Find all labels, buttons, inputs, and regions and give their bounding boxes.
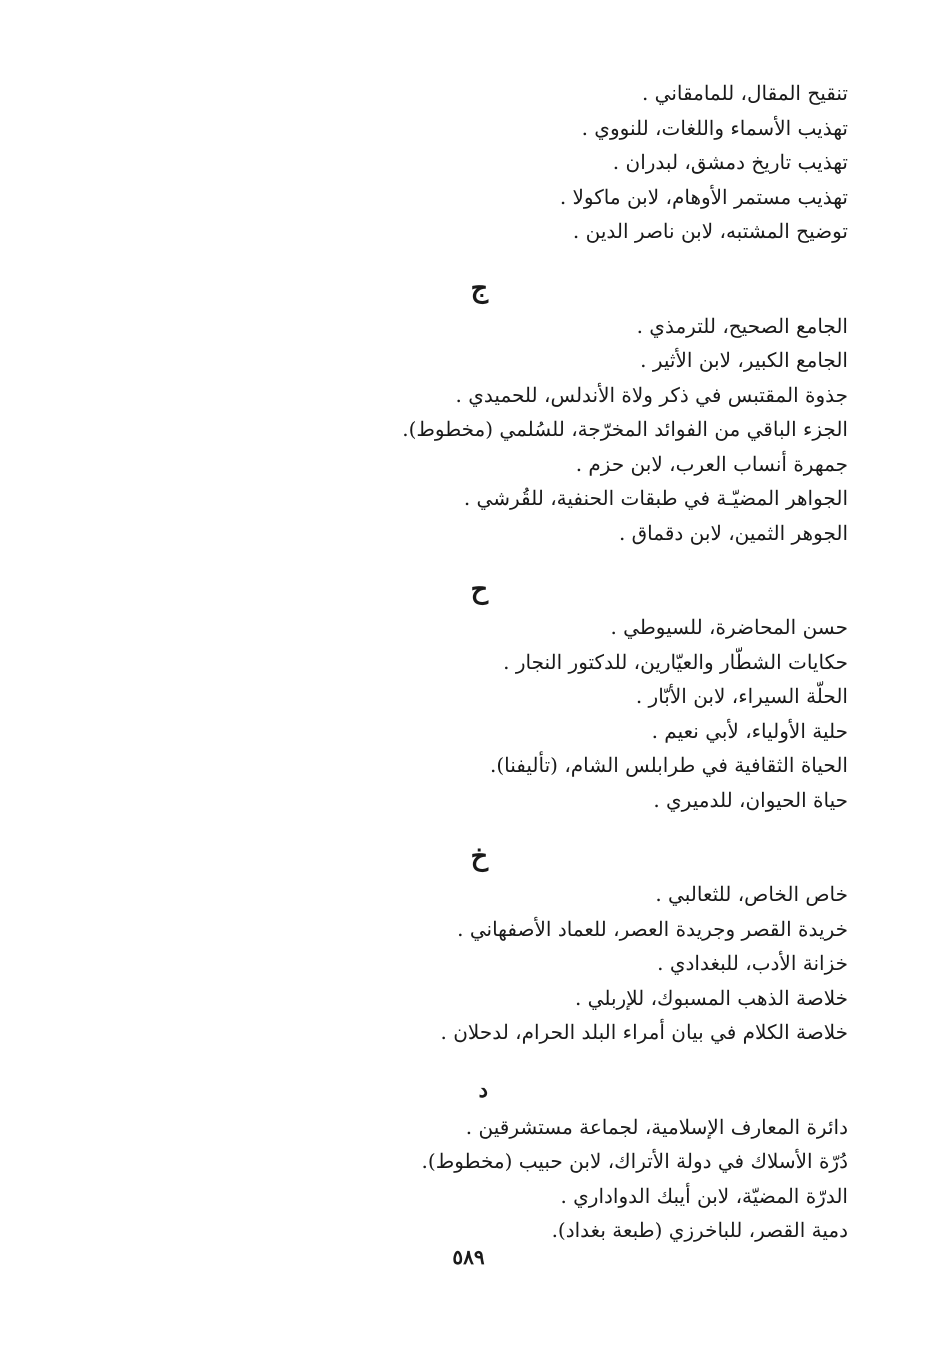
section-letter-heading: د <box>478 1076 488 1102</box>
list-item: خريدة القصر وجريدة العصر، للعماد الأصفهاني . <box>457 916 848 941</box>
list-item: دمية القصر، للباخرزي (طبعة بغداد). <box>551 1218 848 1242</box>
list-item: حلية الأولياء، لأبي نعيم . <box>651 718 848 743</box>
section-kha <box>368 837 848 1050</box>
list-item: تهذيب الأسماء واللغات، للنووي . <box>581 115 848 140</box>
list-item: خزانة الأدب، للبغدادي . <box>657 951 848 975</box>
section-letter-heading: خ <box>470 841 488 872</box>
list-item: الجامع الكبير، لابن الأثير . <box>640 348 848 372</box>
page-number <box>0 1245 937 1269</box>
list-item: دائرة المعارف الإسلامية، لجماعة مستشرقين . <box>465 1114 848 1139</box>
list-item: الحلّة السيراء، لابن الأبّار . <box>635 684 848 708</box>
list-item: الحياة الثقافية في طرابلس الشام، (تأليفنا). <box>489 753 848 777</box>
list-item: الدرّة المضيّة، لابن أيبك الدواداري . <box>560 1183 848 1208</box>
list-item: تهذيب تاريخ دمشق، لبدران . <box>612 150 848 174</box>
list-item: حسن المحاضرة، للسيوطي . <box>610 615 848 639</box>
list-item: خلاصة الكلام في بيان أمراء البلد الحرام، لدحلان . <box>440 1020 848 1044</box>
list-item: الجامع الصحيح، للترمذي . <box>636 313 848 338</box>
list-item: جمهرة أنساب العرب، لابن حزم . <box>575 451 848 476</box>
list-item: تنقيح المقال، للمامقاني . <box>641 81 848 105</box>
section-jim <box>368 269 848 551</box>
section-ha <box>368 570 848 817</box>
list-item: تهذيب مستمر الأوهام، لابن ماكولا . <box>559 184 848 209</box>
list-item: حياة الحيوان، للدميري . <box>653 787 848 812</box>
section-letter-heading: ح <box>470 574 488 605</box>
section-dal <box>368 1070 848 1248</box>
list-item: دُرّة الأسلاك في دولة الأتراك، لابن حبيب (مخطوط). <box>421 1149 848 1173</box>
section-ta <box>368 76 848 249</box>
bibliography-list <box>368 76 848 1248</box>
list-item: الجزء الباقي من الفوائد المخرّجة، للسُلمي (مخطوط). <box>402 417 848 441</box>
list-item: خلاصة الذهب المسبوك، للإربلي . <box>574 985 848 1010</box>
list-item: الجوهر الثمين، لابن دقماق . <box>618 520 848 545</box>
list-item: الجواهر المضيّـة في طبقات الحنفية، للقُرشي . <box>463 486 848 510</box>
page-number-text: ٥٨٩ <box>452 1245 485 1269</box>
list-item: خاص الخاص، للثعالبي . <box>655 882 848 906</box>
list-item: توضيح المشتبه، لابن ناصر الدين . <box>572 219 848 243</box>
section-letter-heading: ج <box>470 272 488 304</box>
list-item: جذوة المقتبس في ذكر ولاة الأندلس، للحميدي . <box>455 382 848 407</box>
list-item: حكايات الشطّار والعيّارين، للدكتور النجار . <box>503 649 848 674</box>
